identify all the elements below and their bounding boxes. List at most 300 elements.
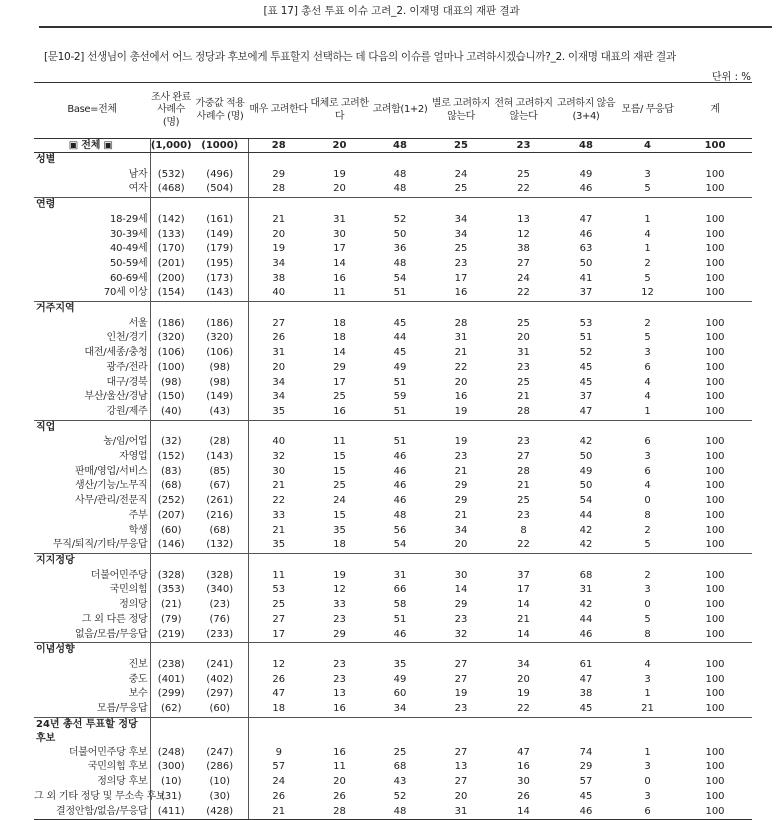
cell-mostly-consider: 20 bbox=[333, 183, 346, 195]
table-row bbox=[34, 286, 752, 301]
cell-dont-know: 1 bbox=[644, 213, 651, 225]
table-row bbox=[34, 331, 752, 346]
table-row bbox=[34, 390, 752, 405]
header-not-at-all: 전혀 고려하지 않는다 bbox=[492, 83, 555, 139]
cell-consider-sum: 36 bbox=[393, 243, 407, 255]
cell-n-raw: (79) bbox=[150, 613, 192, 628]
cell-n-weighted: (30) bbox=[209, 790, 231, 802]
table-row bbox=[34, 598, 752, 613]
table-row bbox=[34, 494, 752, 509]
cell-very-consider: 21 bbox=[248, 213, 309, 228]
cell-dont-know: 2 bbox=[644, 569, 651, 581]
cell-n-raw: (133) bbox=[150, 228, 192, 243]
cell-label: 판매/영업/서비스 bbox=[74, 465, 148, 477]
group-spacer-cell bbox=[430, 643, 492, 658]
cell-not-much: 20 bbox=[454, 539, 468, 551]
cell-not-at-all: 13 bbox=[517, 213, 530, 225]
cell-consider-sum: 52 bbox=[393, 213, 407, 225]
cell-consider-sum: 46 bbox=[393, 495, 407, 507]
table-row bbox=[34, 658, 752, 673]
cell-not-much: 25 bbox=[430, 139, 492, 153]
cell-n-weighted: (340) bbox=[206, 584, 234, 596]
cell-very-consider: 17 bbox=[248, 628, 309, 643]
group-header-row bbox=[34, 302, 752, 317]
cell-not-much: 16 bbox=[454, 287, 468, 299]
cell-consider-sum: 50 bbox=[393, 228, 407, 240]
cell-label: 더불어민주당 후보 bbox=[68, 746, 148, 758]
cell-total: 100 bbox=[705, 451, 725, 463]
cell-label: 부산/울산/경남 bbox=[84, 391, 148, 403]
cell-not-at-all: 14 bbox=[517, 599, 530, 611]
group-spacer-cell bbox=[678, 153, 752, 168]
cell-very-consider: 18 bbox=[248, 702, 309, 717]
cell-not-consider-sum: 37 bbox=[579, 391, 593, 403]
table-row bbox=[34, 805, 752, 820]
cell-mostly-consider: 25 bbox=[333, 480, 346, 492]
cell-mostly-consider: 19 bbox=[333, 168, 346, 180]
group-spacer-cell bbox=[430, 302, 492, 317]
group-spacer-cell bbox=[678, 302, 752, 317]
cell-not-at-all: 23 bbox=[517, 361, 530, 373]
cell-total: 100 bbox=[705, 584, 725, 596]
table-row bbox=[34, 317, 752, 332]
group-spacer-cell bbox=[555, 643, 617, 658]
group-title: 성별 bbox=[36, 154, 56, 165]
cell-not-much: 21 bbox=[454, 465, 468, 477]
cell-very-consider: 28 bbox=[248, 182, 309, 197]
cell-total: 100 bbox=[705, 361, 725, 373]
cell-n-weighted: (132) bbox=[206, 539, 234, 551]
group-spacer-cell bbox=[370, 198, 430, 213]
cell-n-weighted: (23) bbox=[209, 599, 231, 611]
cell-mostly-consider: 14 bbox=[333, 257, 346, 269]
cell-consider-sum: 66 bbox=[393, 584, 407, 596]
cell-not-at-all: 22 bbox=[517, 539, 530, 551]
cell-total: 100 bbox=[705, 391, 725, 403]
cell-dont-know: 6 bbox=[644, 361, 651, 373]
cell-mostly-consider: 16 bbox=[333, 746, 346, 758]
cell-not-consider-sum: 46 bbox=[555, 805, 617, 820]
cell-not-consider-sum: 38 bbox=[579, 688, 593, 700]
cell-not-much: 29 bbox=[454, 599, 468, 611]
cell-not-much: 17 bbox=[454, 272, 468, 284]
cell-not-consider-sum: 45 bbox=[579, 790, 593, 802]
cell-dont-know: 1 bbox=[644, 243, 651, 255]
cell-very-consider: 32 bbox=[248, 450, 309, 465]
table-row bbox=[34, 538, 752, 553]
table-row bbox=[34, 775, 752, 790]
cell-dont-know: 0 bbox=[644, 599, 651, 611]
cell-n-weighted: (320) bbox=[206, 332, 234, 344]
header-very-consider: 매우 고려한다 bbox=[248, 83, 309, 139]
cell-label: 국민의힘 bbox=[109, 584, 148, 596]
cell-n-weighted: (261) bbox=[206, 495, 234, 507]
cell-n-raw: (150) bbox=[150, 390, 192, 405]
table-row bbox=[34, 346, 752, 361]
cell-label: 인천/경기 bbox=[106, 332, 148, 344]
cell-consider-sum: 58 bbox=[393, 599, 407, 611]
cell-very-consider: 31 bbox=[248, 346, 309, 361]
cell-consider-sum: 59 bbox=[393, 391, 407, 403]
table-row bbox=[34, 702, 752, 717]
group-spacer-cell bbox=[555, 420, 617, 435]
group-spacer-cell bbox=[430, 153, 492, 168]
cell-consider-sum: 54 bbox=[393, 539, 407, 551]
table-row bbox=[34, 242, 752, 257]
cell-consider-sum: 51 bbox=[393, 376, 407, 388]
cell-n-weighted: (179) bbox=[206, 243, 234, 255]
cell-dont-know: 5 bbox=[644, 332, 651, 344]
cell-not-much: 19 bbox=[454, 405, 468, 417]
cell-not-consider-sum: 50 bbox=[579, 480, 593, 492]
cell-mostly-consider: 33 bbox=[333, 599, 346, 611]
cell-not-much: 29 bbox=[454, 480, 468, 492]
group-spacer-cell bbox=[492, 643, 555, 658]
cell-total: 100 bbox=[705, 168, 725, 180]
cell-not-consider-sum: 29 bbox=[579, 761, 593, 773]
cell-not-at-all: 24 bbox=[517, 272, 530, 284]
cell-not-much: 28 bbox=[454, 317, 468, 329]
cell-not-consider-sum: 61 bbox=[579, 658, 593, 670]
cell-very-consider: 34 bbox=[248, 257, 309, 272]
cell-not-much: 27 bbox=[454, 746, 468, 758]
group-spacer-cell bbox=[617, 153, 678, 168]
group-spacer-cell bbox=[309, 420, 370, 435]
group-spacer-cell bbox=[150, 302, 192, 317]
cell-mostly-consider: 13 bbox=[333, 688, 346, 700]
cell-consider-sum: 46 bbox=[393, 628, 407, 640]
cell-very-consider: 26 bbox=[248, 331, 309, 346]
cell-label: 30-39세 bbox=[109, 228, 148, 240]
cell-total: 100 bbox=[705, 524, 725, 536]
cell-not-at-all: 22 bbox=[517, 287, 530, 299]
cell-label: 농/임/어업 bbox=[103, 436, 148, 448]
cell-not-consider-sum: 50 bbox=[579, 451, 593, 463]
cell-mostly-consider: 14 bbox=[333, 347, 346, 359]
cell-label: 40-49세 bbox=[109, 243, 148, 255]
group-spacer-cell bbox=[617, 643, 678, 658]
cell-not-at-all: 38 bbox=[517, 243, 530, 255]
cell-label: 60-69세 bbox=[109, 272, 148, 284]
cell-n-raw: (201) bbox=[150, 257, 192, 272]
cell-not-much: 14 bbox=[454, 584, 468, 596]
group-spacer-cell bbox=[192, 153, 248, 168]
table-row bbox=[34, 168, 752, 183]
cell-not-at-all: 8 bbox=[520, 524, 527, 536]
cell-n-weighted: (85) bbox=[209, 465, 231, 477]
cell-label: 진보 bbox=[128, 658, 148, 670]
cell-mostly-consider: 20 bbox=[333, 776, 346, 788]
cell-not-at-all: 27 bbox=[517, 257, 530, 269]
cell-label: 강원/제주 bbox=[106, 405, 148, 417]
cell-not-consider-sum: 57 bbox=[579, 776, 593, 788]
cell-not-at-all: 23 bbox=[517, 509, 530, 521]
cell-mostly-consider: 23 bbox=[333, 613, 346, 625]
cell-mostly-consider: 18 bbox=[333, 332, 346, 344]
group-spacer-cell bbox=[678, 198, 752, 213]
table-row bbox=[34, 228, 752, 243]
cell-not-consider-sum: 51 bbox=[579, 332, 593, 344]
group-spacer-cell bbox=[492, 420, 555, 435]
cell-n-weighted: (149) bbox=[206, 391, 234, 403]
cell-not-much: 16 bbox=[454, 391, 468, 403]
table-body bbox=[34, 139, 752, 820]
table-row bbox=[34, 790, 752, 805]
cell-consider-sum: 45 bbox=[393, 317, 407, 329]
cell-not-consider-sum: 47 bbox=[579, 673, 593, 685]
table-row bbox=[34, 465, 752, 480]
cell-not-consider-sum: 49 bbox=[579, 168, 593, 180]
cell-dont-know: 5 bbox=[644, 183, 651, 195]
cell-consider-sum: 56 bbox=[393, 524, 407, 536]
group-spacer-cell bbox=[617, 198, 678, 213]
cell-dont-know: 8 bbox=[644, 509, 651, 521]
cell-n-raw: (238) bbox=[150, 658, 192, 673]
cell-n-raw: (170) bbox=[150, 242, 192, 257]
cell-total: 100 bbox=[705, 761, 725, 773]
cell-very-consider: 26 bbox=[248, 673, 309, 688]
group-spacer-cell bbox=[248, 717, 309, 746]
cell-label: 더불어민주당 bbox=[90, 569, 148, 581]
cell-not-at-all: 21 bbox=[517, 391, 530, 403]
table-row bbox=[34, 746, 752, 761]
cell-total: 100 bbox=[705, 213, 725, 225]
cell-dont-know: 2 bbox=[644, 257, 651, 269]
cell-not-consider-sum: 42 bbox=[579, 524, 593, 536]
cell-not-much: 20 bbox=[454, 790, 468, 802]
cell-not-at-all: 31 bbox=[517, 347, 530, 359]
cell-very-consider: 30 bbox=[248, 465, 309, 480]
cell-n-weighted: (195) bbox=[206, 257, 234, 269]
cell-total: 100 bbox=[705, 539, 725, 551]
cell-very-consider: 26 bbox=[248, 790, 309, 805]
cell-mostly-consider: 11 bbox=[333, 287, 346, 299]
cell-very-consider: 40 bbox=[248, 435, 309, 450]
cell-consider-sum: 35 bbox=[393, 658, 407, 670]
cell-label: 여자 bbox=[128, 183, 148, 195]
cell-label: 18-29세 bbox=[109, 213, 148, 225]
group-header-row bbox=[34, 717, 752, 746]
cell-consider-sum: 51 bbox=[393, 436, 407, 448]
group-spacer-cell bbox=[309, 553, 370, 568]
cell-not-consider-sum: 42 bbox=[579, 539, 593, 551]
cell-n-raw: (299) bbox=[150, 687, 192, 702]
cell-label: 사무/관리/전문직 bbox=[74, 495, 148, 507]
cell-not-much: 19 bbox=[454, 436, 468, 448]
cell-mostly-consider: 23 bbox=[333, 658, 346, 670]
cell-very-consider: 21 bbox=[248, 805, 309, 820]
cell-not-much: 31 bbox=[454, 332, 468, 344]
cell-total: 100 bbox=[705, 317, 725, 329]
cell-consider-sum: 44 bbox=[393, 332, 407, 344]
cell-total: 100 bbox=[705, 243, 725, 255]
cell-very-consider: 34 bbox=[248, 376, 309, 391]
cell-not-at-all: 37 bbox=[517, 569, 530, 581]
cell-very-consider: 25 bbox=[248, 598, 309, 613]
cell-not-at-all: 25 bbox=[517, 168, 530, 180]
cell-n-weighted: (143) bbox=[206, 287, 234, 299]
cell-not-at-all: 21 bbox=[517, 480, 530, 492]
cell-not-consider-sum: 53 bbox=[579, 317, 593, 329]
cell-n-weighted: (60) bbox=[209, 703, 231, 715]
header-not-much: 별로 고려하지 않는다 bbox=[430, 83, 492, 139]
cell-dont-know: 0 bbox=[644, 776, 651, 788]
group-spacer-cell bbox=[370, 717, 430, 746]
cell-n-weighted: (173) bbox=[206, 272, 234, 284]
cell-consider-sum: 45 bbox=[393, 347, 407, 359]
cell-very-consider: 21 bbox=[248, 524, 309, 539]
table-row bbox=[34, 405, 752, 420]
group-title: 연령 bbox=[34, 198, 150, 213]
cell-not-consider-sum: 74 bbox=[579, 746, 593, 758]
group-spacer-cell bbox=[370, 553, 430, 568]
group-spacer-cell bbox=[192, 420, 248, 435]
group-spacer-cell bbox=[248, 643, 309, 658]
cell-mostly-consider: 29 bbox=[333, 628, 346, 640]
cell-not-consider-sum: 48 bbox=[555, 139, 617, 153]
cell-not-at-all: 28 bbox=[517, 465, 530, 477]
cell-total: 100 bbox=[705, 272, 725, 284]
cell-n-weighted: (143) bbox=[206, 451, 234, 463]
cell-n-raw: (328) bbox=[150, 569, 192, 584]
cell-total: 100 bbox=[705, 480, 725, 492]
cell-not-at-all: 21 bbox=[517, 613, 530, 625]
cell-mostly-consider: 16 bbox=[333, 703, 346, 715]
cell-mostly-consider: 17 bbox=[333, 243, 346, 255]
cell-dont-know: 4 bbox=[644, 228, 651, 240]
cell-consider-sum: 49 bbox=[393, 361, 407, 373]
table-row bbox=[34, 479, 752, 494]
cell-mostly-consider: 16 bbox=[333, 272, 346, 284]
cell-n-weighted: (286) bbox=[206, 761, 234, 773]
header-not-consider-sum: 고려하지 않음(3+4) bbox=[555, 83, 617, 139]
group-spacer-cell bbox=[309, 717, 370, 746]
table-row bbox=[34, 376, 752, 391]
cell-not-much: 19 bbox=[454, 688, 468, 700]
cell-not-consider-sum: 41 bbox=[579, 272, 593, 284]
cell-not-at-all: 20 bbox=[517, 332, 530, 344]
group-spacer-cell bbox=[678, 643, 752, 658]
cell-label: 서울 bbox=[128, 317, 148, 329]
cell-mostly-consider: 30 bbox=[333, 228, 346, 240]
cell-not-at-all: 14 bbox=[517, 628, 530, 640]
group-spacer-cell bbox=[370, 420, 430, 435]
cell-very-consider: 40 bbox=[248, 286, 309, 301]
group-spacer-cell bbox=[309, 302, 370, 317]
cell-mostly-consider: 20 bbox=[309, 139, 370, 153]
cell-n-weighted: (186) bbox=[206, 317, 234, 329]
cell-not-consider-sum: 46 bbox=[579, 183, 593, 195]
cell-not-much: 27 bbox=[454, 658, 468, 670]
group-spacer-cell bbox=[309, 153, 370, 168]
cell-not-at-all: 23 bbox=[492, 139, 555, 153]
cell-n-raw: (468) bbox=[150, 182, 192, 197]
group-spacer-cell bbox=[430, 553, 492, 568]
cell-n-raw: (186) bbox=[150, 317, 192, 332]
cell-very-consider: 12 bbox=[248, 658, 309, 673]
top-rule bbox=[39, 26, 772, 28]
cell-dont-know: 6 bbox=[617, 805, 678, 820]
group-header-row bbox=[34, 198, 752, 213]
cell-n-weighted: (216) bbox=[206, 509, 234, 521]
cell-total: 100 bbox=[705, 746, 725, 758]
cell-dont-know: 1 bbox=[644, 688, 651, 700]
cell-dont-know: 8 bbox=[644, 628, 651, 640]
cell-total: 100 bbox=[705, 673, 725, 685]
cell-n-raw: (248) bbox=[150, 746, 192, 761]
group-spacer-cell bbox=[248, 420, 309, 435]
table-caption: [표 17] 총선 투표 이슈 고려_2. 이재명 대표의 재판 결과 bbox=[263, 5, 520, 17]
group-title-line: 후보 bbox=[36, 732, 56, 744]
header-mostly-consider: 대체로 고려한다 bbox=[309, 83, 370, 139]
header-base: Base=전체 bbox=[34, 83, 150, 139]
table-row bbox=[34, 569, 752, 584]
cell-label: 정의당 bbox=[119, 599, 148, 611]
cell-n-raw: (142) bbox=[150, 213, 192, 228]
cell-label: 남자 bbox=[128, 168, 148, 180]
group-title: 이념성향 bbox=[34, 643, 150, 658]
cell-very-consider: 34 bbox=[248, 390, 309, 405]
group-spacer-cell bbox=[492, 717, 555, 746]
table-row bbox=[34, 673, 752, 688]
cell-not-consider-sum: 63 bbox=[579, 243, 593, 255]
cell-n-raw: (83) bbox=[150, 465, 192, 480]
group-spacer-cell bbox=[150, 198, 192, 213]
group-spacer-cell bbox=[248, 302, 309, 317]
cell-dont-know: 5 bbox=[644, 272, 651, 284]
cell-n-raw: (207) bbox=[150, 509, 192, 524]
cell-very-consider: 28 bbox=[248, 139, 309, 153]
group-spacer-cell bbox=[150, 420, 192, 435]
cell-label: 무직/퇴직/기타/무응답 bbox=[52, 539, 148, 551]
cell-not-at-all: 25 bbox=[517, 376, 530, 388]
cell-n-weighted: (28) bbox=[209, 436, 231, 448]
cell-not-at-all: 17 bbox=[517, 584, 530, 596]
cell-dont-know: 5 bbox=[644, 539, 651, 551]
cell-not-consider-sum: 44 bbox=[579, 509, 593, 521]
cell-mostly-consider: 23 bbox=[333, 673, 346, 685]
cell-total: 100 bbox=[705, 688, 725, 700]
cell-not-at-all: 19 bbox=[517, 688, 530, 700]
cell-label: 대전/세종/충청 bbox=[84, 347, 148, 359]
cell-n-weighted: (10) bbox=[209, 776, 231, 788]
cell-very-consider: 35 bbox=[248, 538, 309, 553]
header-n-weighted: 가중값 적용 사례수 (명) bbox=[192, 83, 248, 139]
group-spacer-cell bbox=[192, 717, 248, 746]
cell-not-at-all: 20 bbox=[517, 673, 530, 685]
cell-consider-sum: 51 bbox=[393, 613, 407, 625]
cell-consider-sum: 52 bbox=[393, 790, 407, 802]
cell-not-much: 23 bbox=[454, 451, 468, 463]
cell-not-consider-sum: 46 bbox=[579, 628, 593, 640]
survey-question: [문10-2] 선생님이 총선에서 어느 정당과 후보에게 투표할지 선택하는 데 다음의 이슈를 얼마나 고려하시겠습니까?_2. 이재명 대표의 재판 결과 bbox=[44, 51, 676, 63]
cell-dont-know: 3 bbox=[644, 347, 651, 359]
group-spacer-cell bbox=[492, 553, 555, 568]
cell-very-consider: 19 bbox=[248, 242, 309, 257]
cell-n-weighted: (98) bbox=[209, 361, 231, 373]
cell-n-weighted: (496) bbox=[206, 168, 234, 180]
cell-very-consider: 22 bbox=[248, 494, 309, 509]
cell-not-consider-sum: 37 bbox=[579, 287, 593, 299]
cell-not-much: 23 bbox=[454, 703, 468, 715]
cell-dont-know: 2 bbox=[644, 524, 651, 536]
group-spacer-cell bbox=[248, 153, 309, 168]
cell-not-much: 27 bbox=[454, 776, 468, 788]
cell-mostly-consider: 26 bbox=[333, 790, 346, 802]
cell-total: 100 bbox=[705, 436, 725, 448]
cell-very-consider: 27 bbox=[248, 613, 309, 628]
group-header-row bbox=[34, 153, 752, 168]
